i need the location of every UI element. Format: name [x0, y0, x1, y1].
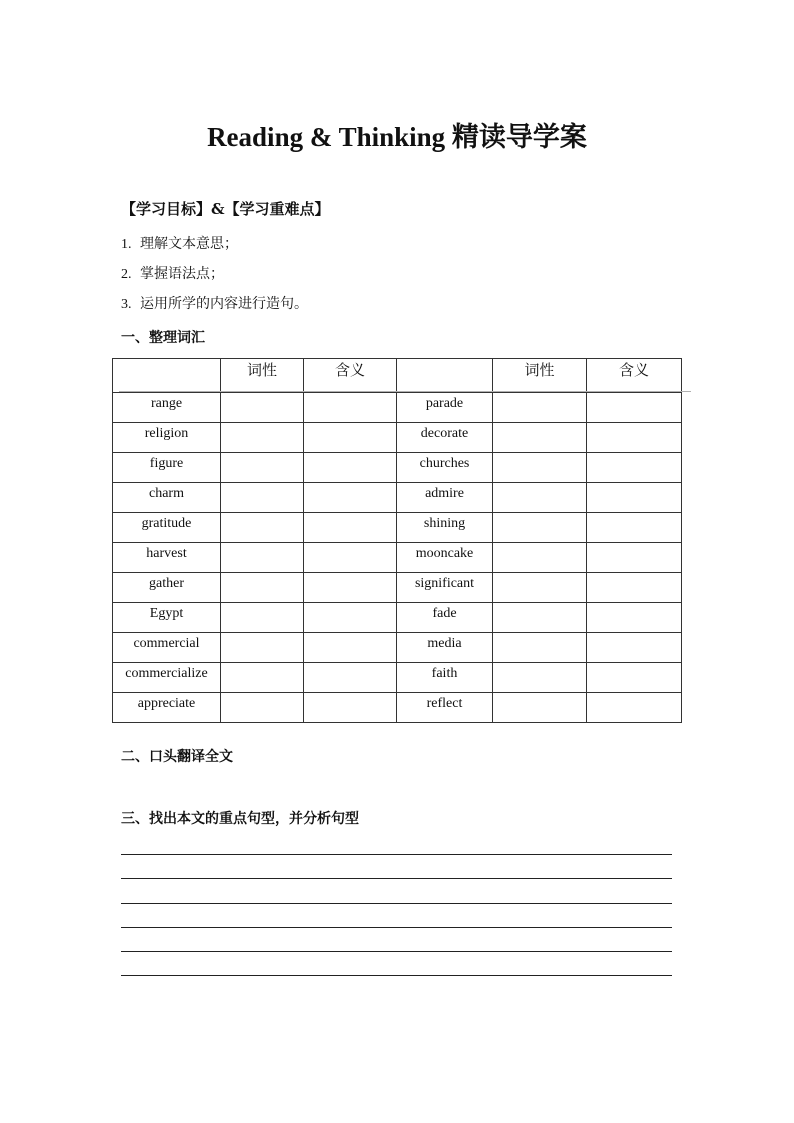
objective-text: 运用所学的内容进行造句。: [140, 296, 308, 312]
meaning-blank-left[interactable]: [304, 603, 397, 633]
part-of-speech-blank-right[interactable]: [493, 543, 587, 573]
meaning-blank-right[interactable]: [587, 693, 682, 723]
learning-goals-heading: 【学习目标】&【学习重难点】: [121, 200, 330, 218]
part-of-speech-blank-left[interactable]: [221, 603, 304, 633]
meaning-blank-right[interactable]: [587, 393, 682, 423]
meaning-blank-right[interactable]: [587, 573, 682, 603]
vocab-word-right: churches: [397, 453, 493, 483]
vocabulary-section-heading: 一、整理词汇: [121, 330, 205, 346]
meaning-blank-left[interactable]: [304, 483, 397, 513]
meaning-blank-left[interactable]: [304, 543, 397, 573]
meaning-blank-left[interactable]: [304, 693, 397, 723]
objective-item: [121, 263, 308, 293]
vocab-word-left: commercial: [113, 633, 221, 663]
table-row: [113, 573, 682, 603]
answer-line[interactable]: [121, 854, 672, 855]
meaning-blank-left[interactable]: [304, 453, 397, 483]
vocab-word-left: appreciate: [113, 693, 221, 723]
part-of-speech-blank-left[interactable]: [221, 483, 304, 513]
part-of-speech-blank-right[interactable]: [493, 633, 587, 663]
objective-text: 理解文本意思；: [140, 236, 238, 252]
vocab-word-right: parade: [397, 393, 493, 423]
vocab-word-right: admire: [397, 483, 493, 513]
answer-line[interactable]: [121, 951, 672, 952]
part-of-speech-blank-left[interactable]: [221, 663, 304, 693]
table-row: [113, 693, 682, 723]
table-row: [113, 453, 682, 483]
meaning-blank-right[interactable]: [587, 483, 682, 513]
objective-number: 2.: [121, 267, 132, 282]
vocabulary-table: [112, 358, 682, 723]
vocab-word-left: figure: [113, 453, 221, 483]
meaning-blank-right[interactable]: [587, 453, 682, 483]
vocab-word-right: shining: [397, 513, 493, 543]
part-of-speech-blank-right[interactable]: [493, 423, 587, 453]
objective-number: 1.: [121, 237, 132, 252]
meaning-blank-right[interactable]: [587, 603, 682, 633]
meaning-blank-right[interactable]: [587, 633, 682, 663]
part-of-speech-blank-right[interactable]: [493, 483, 587, 513]
meaning-blank-right[interactable]: [587, 543, 682, 573]
table-row: [113, 633, 682, 663]
header-meaning-left: 含义: [304, 359, 397, 393]
table-row: [113, 603, 682, 633]
meaning-blank-left[interactable]: [304, 513, 397, 543]
objective-item: [121, 233, 308, 263]
answer-line[interactable]: [121, 927, 672, 928]
translation-section-heading: 二、口头翻译全文: [121, 749, 233, 765]
vocab-word-left: range: [113, 393, 221, 423]
meaning-blank-left[interactable]: [304, 663, 397, 693]
vocab-word-left: commercialize: [113, 663, 221, 693]
vocab-word-left: gather: [113, 573, 221, 603]
part-of-speech-blank-left[interactable]: [221, 573, 304, 603]
part-of-speech-blank-right[interactable]: [493, 693, 587, 723]
objective-number: 3.: [121, 297, 132, 312]
vocab-word-left: harvest: [113, 543, 221, 573]
vocab-word-left: gratitude: [113, 513, 221, 543]
vocab-word-right: media: [397, 633, 493, 663]
objective-item: [121, 293, 308, 323]
part-of-speech-blank-left[interactable]: [221, 423, 304, 453]
part-of-speech-blank-left[interactable]: [221, 543, 304, 573]
objective-text: 掌握语法点；: [140, 266, 224, 282]
header-meaning-right: 含义: [587, 359, 682, 393]
meaning-blank-right[interactable]: [587, 513, 682, 543]
vocab-word-right: faith: [397, 663, 493, 693]
vocab-word-right: mooncake: [397, 543, 493, 573]
vocab-word-right: decorate: [397, 423, 493, 453]
table-row: [113, 543, 682, 573]
table-header-row: [113, 359, 682, 393]
vocab-word-left: Egypt: [113, 603, 221, 633]
page-title: Reading & Thinking 精读导学案: [207, 122, 587, 152]
answer-line[interactable]: [121, 903, 672, 904]
meaning-blank-right[interactable]: [587, 663, 682, 693]
part-of-speech-blank-right[interactable]: [493, 453, 587, 483]
header-part-of-speech-left: 词性: [221, 359, 304, 393]
part-of-speech-blank-right[interactable]: [493, 393, 587, 423]
part-of-speech-blank-right[interactable]: [493, 513, 587, 543]
meaning-blank-left[interactable]: [304, 423, 397, 453]
meaning-blank-right[interactable]: [587, 423, 682, 453]
part-of-speech-blank-right[interactable]: [493, 573, 587, 603]
answer-line[interactable]: [121, 975, 672, 976]
part-of-speech-blank-left[interactable]: [221, 633, 304, 663]
vocab-word-left: charm: [113, 483, 221, 513]
part-of-speech-blank-left[interactable]: [221, 393, 304, 423]
vocab-word-right: fade: [397, 603, 493, 633]
part-of-speech-blank-left[interactable]: [221, 693, 304, 723]
header-word-left: [113, 359, 221, 393]
vocab-word-right: significant: [397, 573, 493, 603]
part-of-speech-blank-right[interactable]: [493, 663, 587, 693]
header-part-of-speech-right: 词性: [493, 359, 587, 393]
objectives-list: [121, 233, 308, 323]
meaning-blank-left[interactable]: [304, 573, 397, 603]
horizontal-rule: [119, 391, 691, 392]
vocabulary-table-body: [113, 393, 682, 723]
part-of-speech-blank-left[interactable]: [221, 513, 304, 543]
sentence-pattern-section-heading: 三、找出本文的重点句型，并分析句型: [121, 811, 359, 827]
table-row: [113, 423, 682, 453]
header-word-right: [397, 359, 493, 393]
vocab-word-left: religion: [113, 423, 221, 453]
meaning-blank-left[interactable]: [304, 393, 397, 423]
vocab-word-right: reflect: [397, 693, 493, 723]
part-of-speech-blank-left[interactable]: [221, 453, 304, 483]
table-row: [113, 513, 682, 543]
meaning-blank-left[interactable]: [304, 633, 397, 663]
answer-line[interactable]: [121, 878, 672, 879]
part-of-speech-blank-right[interactable]: [493, 603, 587, 633]
table-row: [113, 393, 682, 423]
table-row: [113, 483, 682, 513]
table-row: [113, 663, 682, 693]
